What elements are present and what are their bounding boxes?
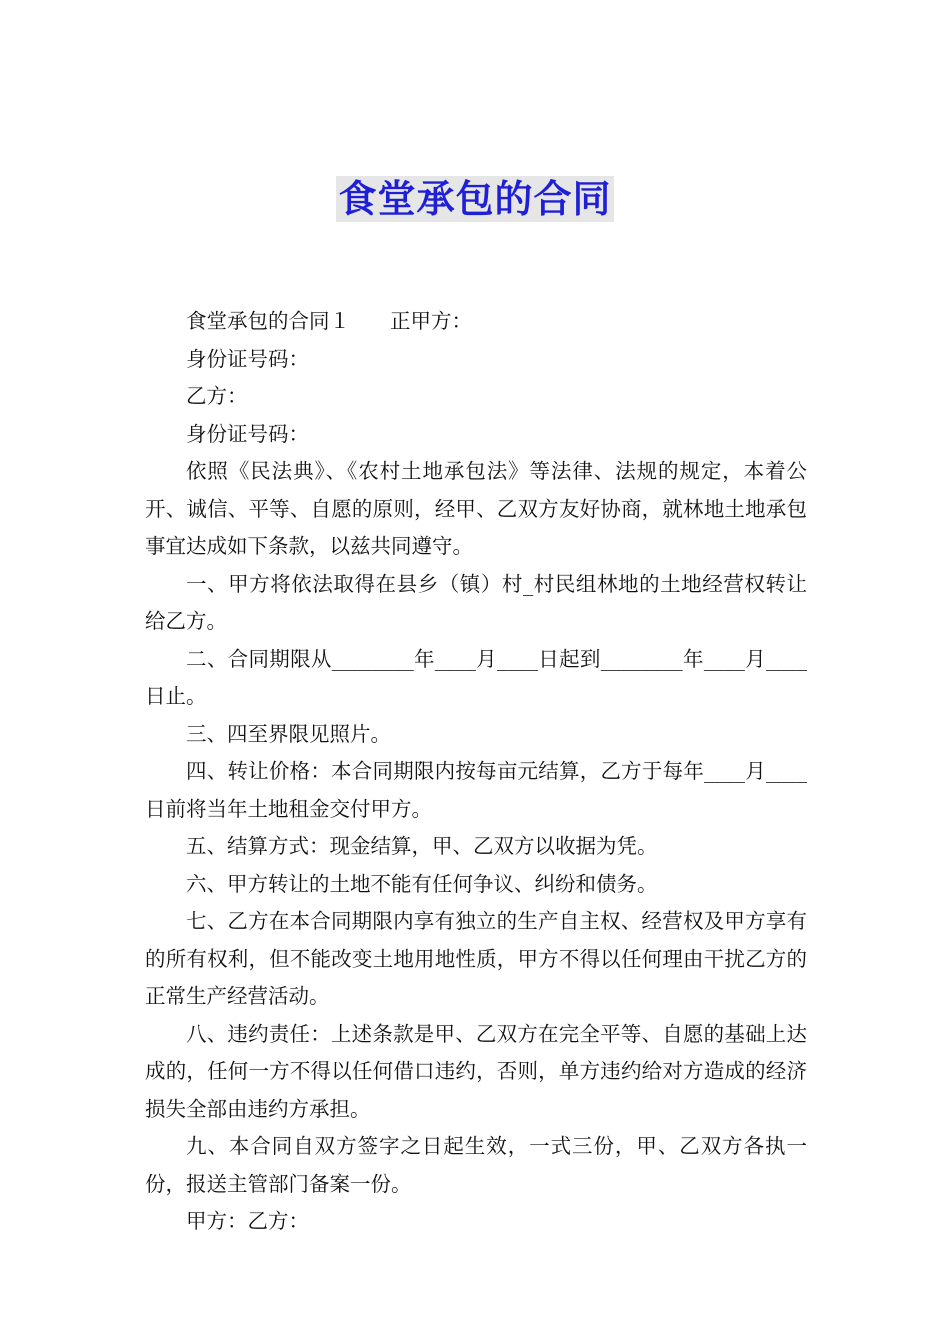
first-line-right: 正甲方： bbox=[390, 309, 472, 333]
document-body bbox=[145, 303, 807, 1241]
paragraph-clause-4: 四、转让价格：本合同期限内按每亩元结算，乙方于每年____月____日前将当年土地租金交付甲方。 bbox=[145, 759, 807, 821]
first-line-left: 食堂承包的合同１ bbox=[186, 309, 350, 333]
paragraph-id-number-b: 身份证号码： bbox=[186, 421, 309, 446]
paragraph-party-b: 乙方： bbox=[186, 384, 248, 408]
paragraph-clause-8: 八、违约责任：上述条款是甲、乙双方在完全平等、自愿的基础上达成的，任何一方不得以任何借口违约，否则，单方违约给对方造成的经济损失全部由违约方承担。 bbox=[145, 1021, 807, 1121]
paragraph-signatures: 甲方：乙方： bbox=[186, 1209, 309, 1233]
paragraph-id-number-a: 身份证号码： bbox=[186, 346, 309, 371]
paragraph-clause-7: 七、乙方在本合同期限内享有独立的生产自主权、经营权及甲方享有的所有权利，但不能改变土地用地性质，甲方不得以任何理由干扰乙方的正常生产经营活动。 bbox=[145, 909, 807, 1008]
paragraph-clause-9: 九、本合同自双方签字之日起生效，一式三份，甲、乙双方各执一份，报送主管部门备案一份。 bbox=[145, 1134, 807, 1196]
document-title: 食堂承包的合同 bbox=[338, 177, 612, 221]
paragraph-clause-1: 一、甲方将依法取得在县乡（镇）村_村民组林地的土地经营权转让给乙方。 bbox=[145, 571, 807, 633]
paragraph-clause-2: 二、合同期限从________年____月____日起到________年____月____日止。 bbox=[145, 646, 807, 708]
paragraph-clause-3: 三、四至界限见照片。 bbox=[186, 721, 391, 746]
paragraph-first-line bbox=[145, 303, 807, 341]
title-container bbox=[0, 176, 950, 222]
paragraph-clause-6: 六、甲方转让的土地不能有任何争议、纠纷和债务。 bbox=[186, 871, 658, 896]
paragraph-preamble: 依照《民法典》、《农村土地承包法》等法律、法规的规定，本着公开、诚信、平等、自愿的原则，经甲、乙双方友好协商，就林地土地承包事宜达成如下条款，以兹共同遵守。 bbox=[145, 459, 807, 558]
paragraph-clause-5: 五、结算方式：现金结算，甲、乙双方以收据为凭。 bbox=[186, 834, 658, 858]
